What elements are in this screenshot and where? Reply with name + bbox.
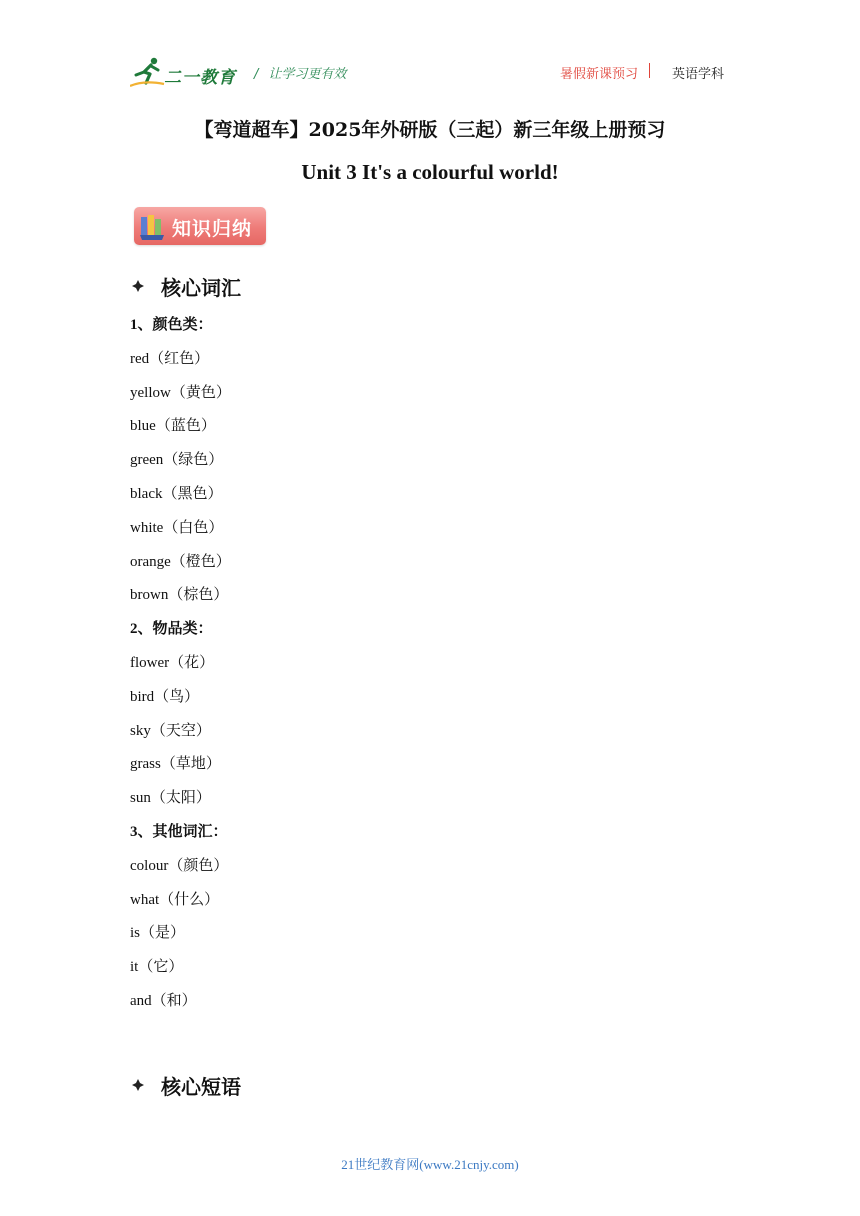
vocab-item: is（是） (130, 925, 186, 942)
vocab-item: brown（棕色） (130, 587, 229, 604)
diamond-bullet-icon (132, 1079, 144, 1091)
vocab-item: black（黑色） (130, 485, 223, 502)
section-title: 核心词汇 (161, 276, 241, 300)
subject-label: 英语学科 (671, 67, 724, 82)
category-heading: 2、物品类： (130, 621, 213, 638)
vocab-item: red（红色） (130, 350, 210, 367)
category-heading: 1、颜色类： (130, 317, 213, 333)
vocab-item: sky（天空） (130, 722, 211, 739)
runner-logo-icon (130, 56, 166, 88)
vocab-item: orange（橙色） (130, 553, 231, 570)
category-heading: 3、其他词汇： (130, 823, 228, 840)
slogan-text: 让学习更有效 (268, 67, 347, 82)
vocab-item: what（什么） (130, 891, 220, 908)
vocab-item: yellow（黄色） (130, 384, 231, 401)
diamond-bullet-icon (132, 280, 144, 292)
logo (130, 54, 240, 90)
vocab-item: green（绿色） (130, 452, 224, 469)
vocab-item: colour（颜色） (130, 857, 229, 874)
vocab-item: sun（太阳） (130, 790, 211, 807)
slogan-divider: / (254, 67, 259, 82)
vocab-item: white（白色） (130, 519, 224, 536)
vocab-item: and（和） (130, 992, 197, 1009)
section-title: 核心短语 (161, 1075, 241, 1099)
logo-text: 二一教育 (164, 68, 236, 88)
slogan (254, 63, 346, 82)
vocab-item: blue（蓝色） (130, 418, 216, 435)
document-title: 【弯道超车】2025年外研版（三起）新三年级上册预习 (194, 119, 666, 141)
vocab-item: bird（鸟） (130, 688, 200, 705)
page-header (130, 54, 730, 90)
badge-label: 知识归纳 (172, 218, 253, 240)
vocab-item: it（它） (130, 959, 184, 976)
vocab-item: grass（草地） (130, 756, 221, 773)
course-label: 暑假新课预习 (559, 67, 638, 82)
knowledge-summary-badge (134, 207, 266, 245)
footer-source: 21世纪教育网(www.21cnjy.com) (341, 1157, 519, 1172)
unit-title: Unit 3 It's a colourful world! (301, 160, 559, 184)
header-divider (649, 63, 651, 78)
vocabulary-list (130, 315, 630, 1025)
book-icon (139, 213, 165, 241)
vocab-item: flower（花） (130, 654, 215, 671)
